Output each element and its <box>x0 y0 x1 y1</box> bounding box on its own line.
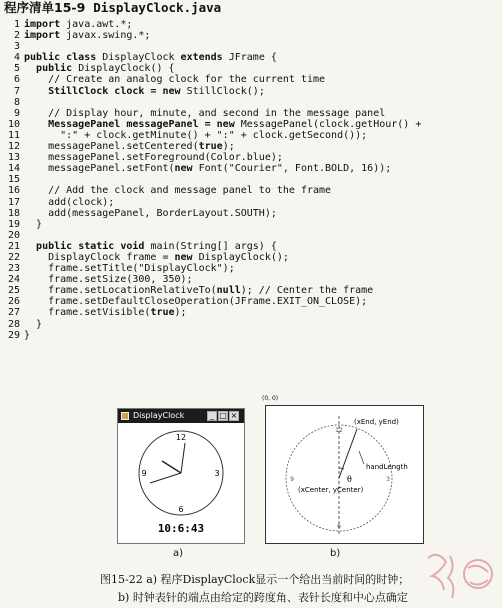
code-line <box>2 141 500 152</box>
time-display: 10:6:43 <box>157 522 205 535</box>
listing-number: 程序清单15-9 <box>4 0 86 15</box>
code-text: public static void <box>36 240 145 252</box>
code-text: frame.setTitle("DisplayClock"); <box>24 263 235 275</box>
code-text: ":" + clock.getMinute() + ":" + clock.getSecond()); <box>24 129 368 141</box>
listing-heading <box>4 0 221 16</box>
line-number: 2 <box>13 30 20 42</box>
code-text: Font("Courier", Font.BOLD, 16)); <box>192 163 392 175</box>
code-line <box>2 185 500 196</box>
code-text: MessagePanel messagePanel = <box>24 118 217 130</box>
line-number: 9 <box>13 107 20 119</box>
code-line <box>2 63 500 74</box>
code-line <box>2 263 500 274</box>
code-text: import <box>24 30 61 42</box>
code-text: messagePanel.setFont( <box>24 163 175 175</box>
end-point-label: (xEnd, yEnd) <box>354 418 399 426</box>
code-text: frame.setDefaultCloseOperation(JFrame.EXIT_ON_CLOSE); <box>24 296 368 308</box>
numeral-12: 12 <box>335 427 343 434</box>
caption-line-1: 图15-22 a) 程序DisplayClock显示一个给出当前时间的时钟； <box>100 573 410 586</box>
code-text: new <box>216 118 235 130</box>
line-number: 14 <box>7 163 20 175</box>
displayclock-window <box>117 408 245 544</box>
line-number: 20 <box>7 229 20 241</box>
code-line <box>2 208 500 219</box>
code-text: // Add the clock and message panel to the frame <box>24 185 332 197</box>
code-text: new <box>174 163 193 175</box>
code-text: DisplayClock() { <box>72 63 175 75</box>
code-text: frame.setSize(300, 350); <box>24 274 193 286</box>
numeral-3: 3 <box>214 469 220 478</box>
code-text: StillClock(); <box>180 85 265 97</box>
numeral-9: 9 <box>141 469 147 478</box>
line-number: 7 <box>13 85 20 97</box>
code-text: ); // Center the frame <box>240 285 374 297</box>
code-listing <box>2 19 500 341</box>
angle-arc <box>339 468 344 469</box>
code-text: ); <box>222 141 235 153</box>
line-number: 25 <box>7 285 20 297</box>
code-line <box>2 174 500 185</box>
line-number: 4 <box>13 52 20 64</box>
code-text: add(clock); <box>24 196 115 208</box>
code-text: public <box>36 63 73 75</box>
minimize-button[interactable]: _ <box>207 411 217 421</box>
geometry-svg <box>266 406 423 543</box>
line-number: 3 <box>13 41 20 53</box>
numeral-12: 12 <box>175 433 187 442</box>
line-number: 26 <box>7 296 20 308</box>
code-text: true <box>150 307 175 319</box>
second-hand <box>150 473 181 483</box>
line-number: 29 <box>7 329 20 341</box>
caption-line-2: b) 时钟表针的端点由给定的跨度角、表针长度和中心点确定 <box>118 591 408 604</box>
code-line <box>2 130 500 141</box>
line-number: 13 <box>7 152 20 164</box>
code-line <box>2 219 500 230</box>
code-line <box>2 241 500 252</box>
code-text: DisplayClock <box>96 52 181 64</box>
code-line <box>2 285 500 296</box>
watermark-stamp <box>420 548 500 606</box>
code-line <box>2 152 500 163</box>
code-text: ); <box>174 307 187 319</box>
code-line <box>2 108 500 119</box>
code-text: DisplayClock(); <box>192 251 289 263</box>
code-line <box>2 319 500 330</box>
window-title: DisplayClock <box>133 411 185 420</box>
code-text: null <box>216 285 241 297</box>
code-text: // Display hour, minute, and second in the message panel <box>24 107 386 119</box>
code-text: public class <box>24 52 97 64</box>
figure-b-label: b) <box>330 548 341 559</box>
code-text <box>24 63 36 74</box>
code-line <box>2 307 500 318</box>
code-text: extends <box>180 52 223 64</box>
line-number: 24 <box>7 274 20 286</box>
code-text: true <box>198 141 223 153</box>
code-line <box>2 74 500 85</box>
code-text: main(String[] args) { <box>144 240 277 252</box>
minute-hand <box>181 443 185 473</box>
code-line <box>2 330 500 341</box>
length-pointer <box>359 451 364 464</box>
numeral-6: 6 <box>178 505 184 514</box>
numeral-9: 9 <box>290 476 294 483</box>
code-text <box>24 241 36 252</box>
code-line <box>2 41 500 52</box>
window-titlebar <box>118 409 244 423</box>
code-text: messagePanel.setForeground(Color.blue); <box>24 152 283 164</box>
code-line <box>2 119 500 130</box>
listing-filename: DisplayClock.java <box>93 0 222 15</box>
code-line <box>2 86 500 97</box>
line-number: 15 <box>7 174 20 186</box>
code-line <box>2 163 500 174</box>
code-text: DisplayClock frame = <box>24 251 175 263</box>
code-text: javax.swing.*; <box>60 30 151 42</box>
analog-clock <box>118 423 244 523</box>
code-line <box>2 296 500 307</box>
code-line <box>2 97 500 108</box>
code-text: } <box>24 329 31 341</box>
line-number: 16 <box>7 185 20 197</box>
line-number: 1 <box>13 19 20 30</box>
code-text: frame.setLocationRelativeTo( <box>24 285 217 297</box>
hand-length-label: handLength <box>366 463 408 471</box>
line-number: 18 <box>7 207 20 219</box>
code-line <box>2 230 500 241</box>
code-text: frame.setVisible( <box>24 307 151 319</box>
line-number: 23 <box>7 263 20 275</box>
center-point-label: (xCenter, yCenter) <box>298 486 364 494</box>
code-text: JFrame { <box>222 52 277 64</box>
numeral-6: 6 <box>337 523 341 530</box>
code-text: // Create an analog clock for the current time <box>24 74 326 86</box>
line-number: 5 <box>13 63 20 75</box>
code-text: add(messagePanel, BorderLayout.SOUTH); <box>24 207 277 219</box>
code-line <box>2 252 500 263</box>
code-text: new <box>162 85 181 97</box>
code-line <box>2 274 500 285</box>
clock-hand <box>339 429 357 478</box>
line-number: 21 <box>7 240 20 252</box>
code-text: messagePanel.setCentered( <box>24 141 199 153</box>
line-number: 12 <box>7 141 20 153</box>
line-number: 11 <box>7 129 20 141</box>
code-line <box>2 19 500 30</box>
line-number: 17 <box>7 196 20 208</box>
line-number: 28 <box>7 318 20 330</box>
line-number: 19 <box>7 218 20 230</box>
line-number: 27 <box>7 307 20 319</box>
line-number: 22 <box>7 251 20 263</box>
code-line <box>2 52 500 63</box>
code-text: new <box>174 251 193 263</box>
maximize-button[interactable]: □ <box>219 411 227 420</box>
line-number: 6 <box>13 74 20 86</box>
line-number: 8 <box>13 96 20 108</box>
line-number: 10 <box>7 118 20 130</box>
code-line <box>2 197 500 208</box>
theta-symbol: θ <box>347 475 352 484</box>
close-button[interactable]: × <box>230 411 238 420</box>
hour-hand <box>162 461 181 473</box>
code-text: StillClock clock = <box>24 85 163 97</box>
code-text: MessagePanel(clock.getHour() + <box>234 118 422 130</box>
code-text: java.awt.*; <box>60 19 133 30</box>
figure-a-label: a) <box>173 548 184 559</box>
app-icon <box>121 412 129 420</box>
clock-geometry-diagram <box>265 405 424 544</box>
origin-label: (0, 0) <box>262 395 279 402</box>
code-text: } <box>24 318 43 330</box>
numeral-3: 3 <box>386 476 390 483</box>
code-text: } <box>24 218 43 230</box>
code-line <box>2 30 500 41</box>
code-text: import <box>24 19 61 30</box>
